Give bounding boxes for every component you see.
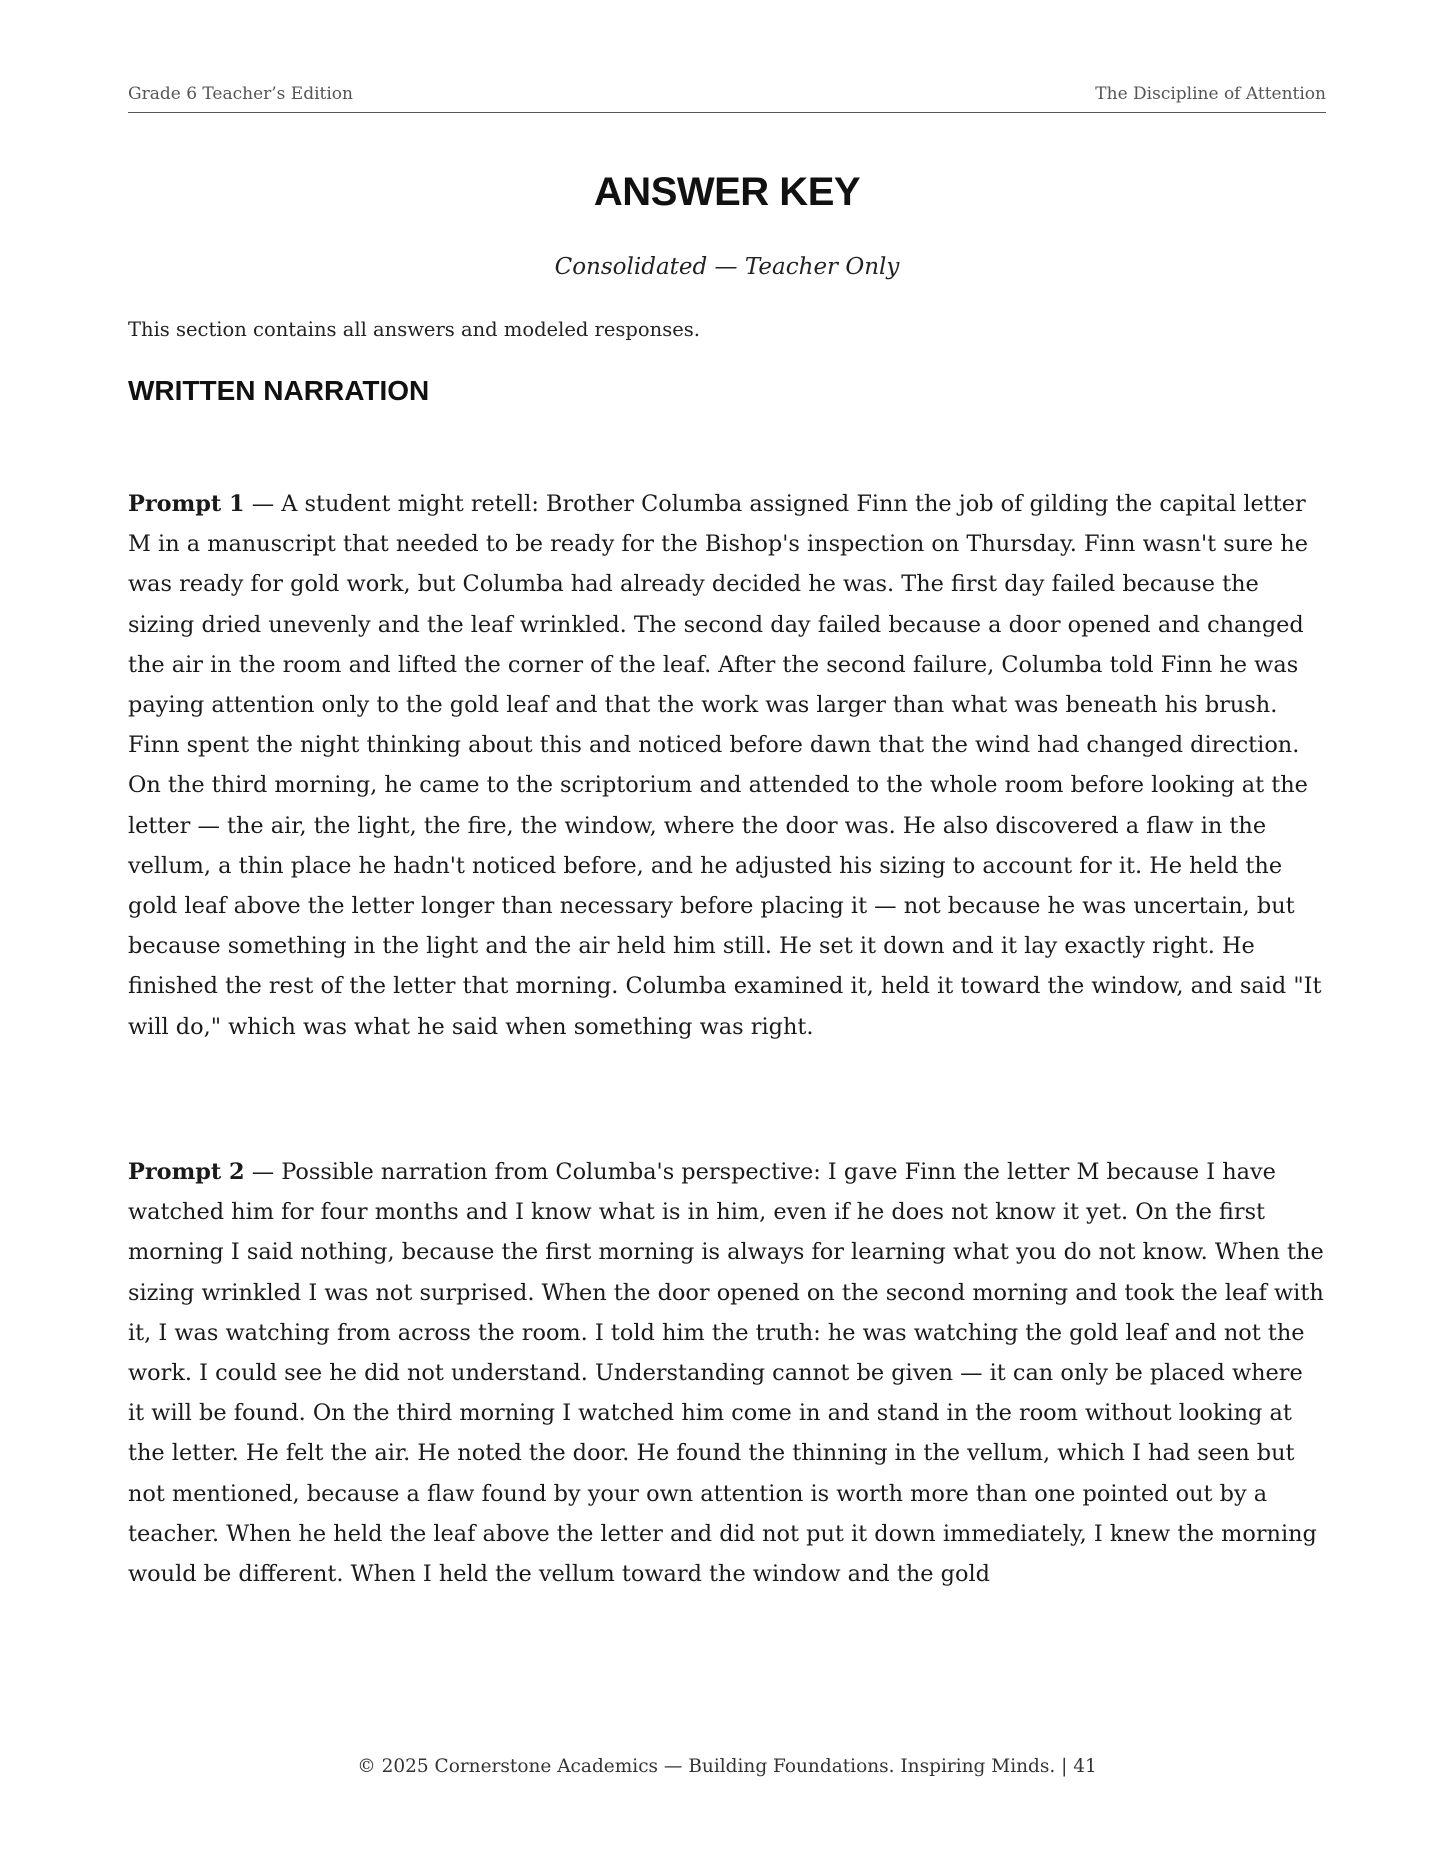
prompt-2-label: Prompt 2: [128, 1159, 245, 1185]
document-page: [128, 0, 1326, 1870]
page-subtitle: Consolidated — Teacher Only: [554, 254, 900, 280]
prompt-1-text: — A student might retell: Brother Columba assigned Finn the job of gilding the capital letter M in a manuscript that needed to be ready for the Bishop's inspection on Thursday. Finn wasn't sure he was ready for gold work, but Columba had already decided he was. The first day failed because the sizing dried unevenly and the leaf wrinkled. The second day failed because a door opened and changed the air in the room and lifted the corner of the leaf. After the second failure, Columba told Finn he was paying attention only to the gold leaf and that the work was larger than what was beneath his brush. Finn spent the night thinking about this and noticed before dawn that the wind had changed direction. On the third morning, he came to the scriptorium and attended to the whole room before looking at the letter — the air, the light, the fire, the window, where the door was. He also discovered a flaw in the vellum, a thin place he hadn't noticed before, and he adjusted his sizing to account for it. He held the gold leaf above the letter longer than necessary before placing it — not because he was uncertain, but because something in the light and the air held him still. He set it down and it lay exactly right. He finished the rest of the letter that morning. Columba examined it, held it toward the window, and said "It will do," which was what he said when something was right.: [128, 491, 1322, 1040]
header-course-title: Grade 6 Teacher’s Edition: [128, 84, 353, 104]
running-header: [128, 84, 1326, 113]
page-footer: © 2025 Cornerstone Academics — Building Foundations. Inspiring Minds. | 41: [357, 1756, 1097, 1777]
prompt-2-answer: [128, 1152, 1326, 1594]
header-unit-title: The Discipline of Attention: [1095, 84, 1326, 104]
page-title: ANSWER KEY: [593, 170, 861, 214]
intro-text: This section contains all answers and modeled responses.: [128, 318, 700, 341]
prompt-2-text: — Possible narration from Columba's perspective: I gave Finn the letter M because I have watched him for four months and I know what is in him, even if he does not know it yet. On the first morning I said nothing, because the first morning is always for learning what you do not know. When the sizing wrinkled I was not surprised. When the door opened on the second morning and took the leaf with it, I was watching from across the room. I told him the truth: he was watching the gold leaf and not the work. I could see he did not understand. Understanding cannot be given — it can only be placed where it will be found. On the third morning I watched him come in and stand in the room without looking at the letter. He felt the air. He noted the door. He found the thinning in the vellum, which I had seen but not mentioned, because a flaw found by your own attention is worth more than one pointed out by a teacher. When he held the leaf above the letter and did not put it down immediately, I knew the morning would be different. When I held the vellum toward the window and the gold: [128, 1159, 1324, 1588]
prompt-1-label: Prompt 1: [128, 491, 245, 517]
section-heading: WRITTEN NARRATION: [128, 375, 430, 406]
prompt-1-answer: [128, 484, 1326, 1047]
